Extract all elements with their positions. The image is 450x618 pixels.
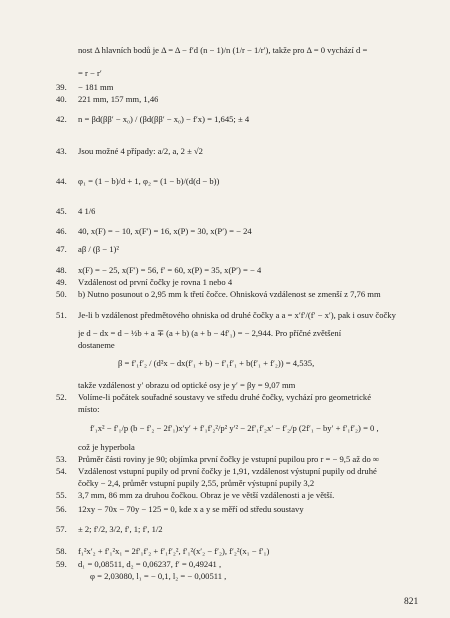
item-text: takže vzdálenost y′ obrazu od optické osy je y′ = βy = 9,07 mm (78, 380, 296, 390)
item-number: 39. (56, 82, 67, 92)
item-text: což je hyperbola (78, 442, 135, 452)
item-text: φ = 2,03080, l₁ = − 0,1, l₂ = − 0,00511 , (90, 571, 227, 581)
item-text: Jsou možné 4 případy: a/2, a, 2 ± √2 (78, 146, 203, 156)
item-number: 42. (56, 114, 67, 124)
item-text: Je-li b vzdálenost předmětového ohniska od druhé čočky a a = x′f′/(f′ − x′), pak i osuv čočky (78, 310, 396, 320)
item-text: n = βd(ββ′ − x₀) / (βd(ββ′ − x₀) − f′x) = 1,645; ± 4 (78, 114, 250, 124)
item-text: 4 1/6 (78, 206, 96, 216)
item-number: 43. (56, 146, 67, 156)
item-text: čočky − 2,4, průměr vstupní pupily 2,55, průměr výstupní pupily 3,2 (78, 478, 315, 488)
equation: f′₁x² − f′₁/p (b − f′₂ − 2f′₁)x′y′ + f′₁f′₂²/p² y′² − 2f′₁f′₂x′ − f′₂/p (2f′₁ − by′ + f′₁f′₂) = 0 , (90, 423, 379, 433)
item-number: 44. (56, 176, 67, 186)
item-number: 49. (56, 277, 67, 287)
item-text: Vzdálenost od první čočky je rovna 1 nebo 4 (78, 277, 233, 287)
item-text: Průměr části roviny je 90; objímka první čočky je vstupní pupilou pro r = − 9,5 až do ∞ (78, 454, 380, 464)
item-text: x(F) = − 25, x(F′) = 56, f′ = 60, x(P) = 35, x(P′) = − 4 (78, 265, 262, 275)
item-text: d₁ = 0,08511, d₂ = 0,06237, f′ = 0,49241 , (78, 559, 222, 569)
item-number: 45. (56, 206, 67, 216)
item-number: 46. (56, 226, 67, 236)
item-number: 58. (56, 546, 67, 556)
item-number: 54. (56, 466, 67, 476)
item-number: 51. (56, 310, 67, 320)
item-number: 57. (56, 524, 67, 534)
page-number: 821 (404, 597, 419, 607)
item-text: 221 mm, 157 mm, 1,46 (78, 94, 159, 104)
item-text: 3,7 mm, 86 mm za druhou čočkou. Obraz je ve větší vzdálenosti a je větší. (78, 490, 335, 500)
intro-line-2: = r − r′ (78, 68, 102, 78)
item-number: 52. (56, 392, 67, 402)
item-text: f₁²x′₂ + f′₁²x₁ = 2f′₁f′₂ + f′₁f′₂², f′₁²(x′₂ − f′₂), f′₂²(x₁ − f′₁) (78, 546, 270, 556)
item-text: φ₁ = (1 − b)/d + 1, φ₂ = (1 − b)/(d(d − b)) (78, 176, 220, 186)
item-number: 50. (56, 289, 67, 299)
item-text: − 181 mm (78, 82, 114, 92)
item-text: Vzdálenost vstupní pupily od první čočky je 1,91, vzdálenost výstupní pupily od druhé (78, 466, 377, 476)
item-text: místo: (78, 404, 100, 414)
item-number: 55. (56, 490, 67, 500)
intro-line-1: nost Δ hlavních bodů je Δ = Δ − f′d (n − 1)/n (1/r − 1/r′), takže pro Δ = 0 vychází d = (78, 45, 368, 55)
item-text: Volíme-li počátek souřadné soustavy ve středu druhé čočky, vychází pro geometrické (78, 392, 372, 402)
item-number: 48. (56, 265, 67, 275)
item-text: je d − dx = d − ½b + a ∓ (a + b) (a + b − 4f′₁) = − 2,944. Pro příčné zvětšení (78, 328, 342, 338)
item-text: dostaneme (78, 340, 115, 350)
item-text: aβ / (β − 1)² (78, 244, 119, 254)
item-number: 56. (56, 504, 67, 514)
equation: β = f′₁f′₂ / (d²x − dx(f′₁ + b) − f′₁f′₁ + b(f′₁ + f′₂)) = 4,535, (118, 358, 315, 368)
item-number: 53. (56, 454, 67, 464)
item-number: 47. (56, 244, 67, 254)
item-text: ± 2; f′/2, 3/2, f′, 1; f′, 1/2 (78, 524, 163, 534)
item-text: 40, x(F) = − 10, x(F′) = 16, x(P) = 30, x(P′) = − 24 (78, 226, 252, 236)
item-text: b) Nutno posunout o 2,95 mm k třetí čočce. Ohnisková vzdálenost se zmenší z 7,76 mm (78, 289, 381, 299)
item-text: 12xy − 70x − 70y − 125 = 0, kde x a y se měří od středu soustavy (78, 504, 304, 514)
item-number: 40. (56, 94, 67, 104)
item-number: 59. (56, 559, 67, 569)
